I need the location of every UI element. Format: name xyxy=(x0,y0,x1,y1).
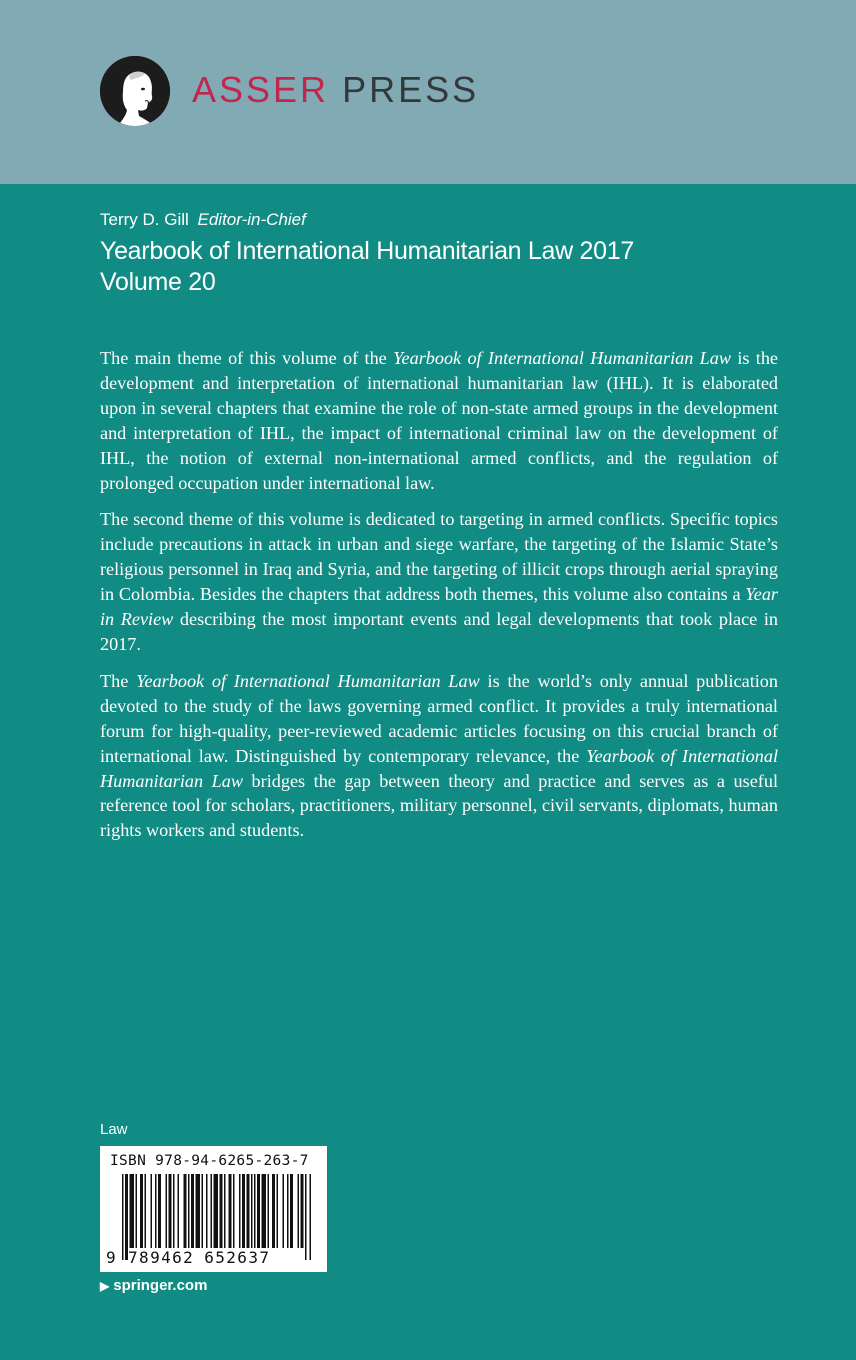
description-paragraph-2 xyxy=(100,507,778,656)
publisher-name-secondary: PRESS xyxy=(342,69,480,110)
barcode-bar xyxy=(184,1174,187,1248)
barcode-bar xyxy=(214,1174,219,1248)
editor-line xyxy=(100,208,780,232)
description-paragraph-3 xyxy=(100,669,778,843)
title-block xyxy=(100,208,780,297)
editor-role: Editor-in-Chief xyxy=(197,210,306,229)
description xyxy=(100,346,778,855)
barcode-bar xyxy=(229,1174,232,1248)
barcode-bar xyxy=(211,1174,213,1248)
barcode-bar xyxy=(191,1174,194,1248)
barcode-bar xyxy=(151,1174,153,1248)
barcode-bar xyxy=(239,1174,241,1248)
text-run: The xyxy=(100,670,137,691)
text-run: bridges the gap between theory and practice and serves as a useful reference tool for scholars, practitioners, military personnel, civil servants, diplomats, human rights workers and students. xyxy=(100,770,778,841)
text-run: The second theme of this volume is dedicated to targeting in armed conflicts. Specific topics include precautions in attack in urban and siege warfare, the targeting of the Islamic State’s religious personnel in Iraq and Syria, and the targeting of illicit crops through aerial spraying in Colombia. Besides the chapters that address both themes, this volume also contains a xyxy=(100,509,778,605)
barcode-bar xyxy=(178,1174,180,1248)
text-run: The main theme of this volume of the xyxy=(100,348,394,368)
barcode-bar xyxy=(268,1174,270,1248)
italic-title: Yearbook of International Humanitarian Law xyxy=(100,745,779,791)
barcode xyxy=(100,1146,327,1272)
publisher-name-primary: ASSER xyxy=(192,69,330,110)
barcode-bar xyxy=(130,1174,135,1248)
website-url: springer.com xyxy=(113,1277,208,1294)
barcode-bar xyxy=(247,1174,250,1248)
barcode-bar xyxy=(188,1174,190,1248)
barcode-digits xyxy=(106,1248,320,1268)
barcode-bar xyxy=(206,1174,208,1248)
barcode-bar xyxy=(233,1174,235,1248)
barcode-bar xyxy=(262,1174,267,1248)
barcode-bar xyxy=(287,1174,289,1248)
barcode-bar xyxy=(158,1174,161,1248)
portrait-profile-icon xyxy=(100,56,170,126)
subject-category: Law xyxy=(100,1121,128,1138)
italic-title: Year in Review xyxy=(100,584,778,630)
book-title: Yearbook of International Humanitarian Law 2017 xyxy=(100,237,634,265)
barcode-bar xyxy=(220,1174,223,1248)
publisher-website[interactable] xyxy=(100,1276,207,1296)
barcode-right-group: 652637 xyxy=(204,1248,271,1267)
barcode-left-group: 789462 xyxy=(128,1248,195,1267)
publisher-logo xyxy=(100,56,170,126)
italic-title: Yearbook of International Humanitarian Law xyxy=(136,670,480,691)
barcode-bar xyxy=(166,1174,168,1248)
barcode-bar xyxy=(242,1174,245,1248)
barcode-bar xyxy=(272,1174,275,1248)
barcode-bar xyxy=(298,1174,300,1248)
barcode-bar xyxy=(257,1174,260,1248)
italic-title: Yearbook of International Humanitarian Law xyxy=(393,348,731,368)
isbn-label: ISBN 978-94-6265-263-7 xyxy=(110,1153,309,1169)
publisher-name xyxy=(192,70,479,110)
description-paragraph-1 xyxy=(100,346,778,495)
text-run: is the world’s only annual publication devoted to the study of the laws governing armed conflict. It provides a truly international forum for high-quality, peer-reviewed academic articles focusing on this crucial branch of international law. Distinguished by contemporary relevance, the xyxy=(100,670,778,766)
arrow-right-icon: ▶ xyxy=(100,1279,110,1293)
barcode-bar xyxy=(301,1174,304,1248)
barcode-bar xyxy=(202,1174,204,1248)
editor-name: Terry D. Gill xyxy=(100,210,189,229)
barcode-first-digit: 9 xyxy=(106,1248,116,1267)
barcode-bar xyxy=(155,1174,157,1248)
header-band xyxy=(0,0,856,184)
barcode-bar xyxy=(145,1174,147,1248)
text-run: is the development and interpretation of international humanitarian law (IHL). It is elaborated upon in several chapters that examine the role of non-state armed groups in the development and interpretation of IHL, the impact of international criminal law on the development of IHL, the notion of external non-international armed conflicts, and the regulation of prolonged occupation under international law. xyxy=(100,348,778,493)
barcode-bar xyxy=(290,1174,293,1248)
text-run: describing the most important events and legal developments that took place in 2017. xyxy=(100,609,778,654)
barcode-bar xyxy=(224,1174,226,1248)
barcode-bar xyxy=(283,1174,285,1248)
barcode-bar xyxy=(196,1174,201,1248)
barcode-bar xyxy=(173,1174,175,1248)
book-volume: Volume 20 xyxy=(100,268,216,296)
barcode-bar xyxy=(140,1174,143,1248)
barcode-bar xyxy=(136,1174,138,1248)
barcode-bar xyxy=(277,1174,279,1248)
barcode-bar xyxy=(169,1174,172,1248)
